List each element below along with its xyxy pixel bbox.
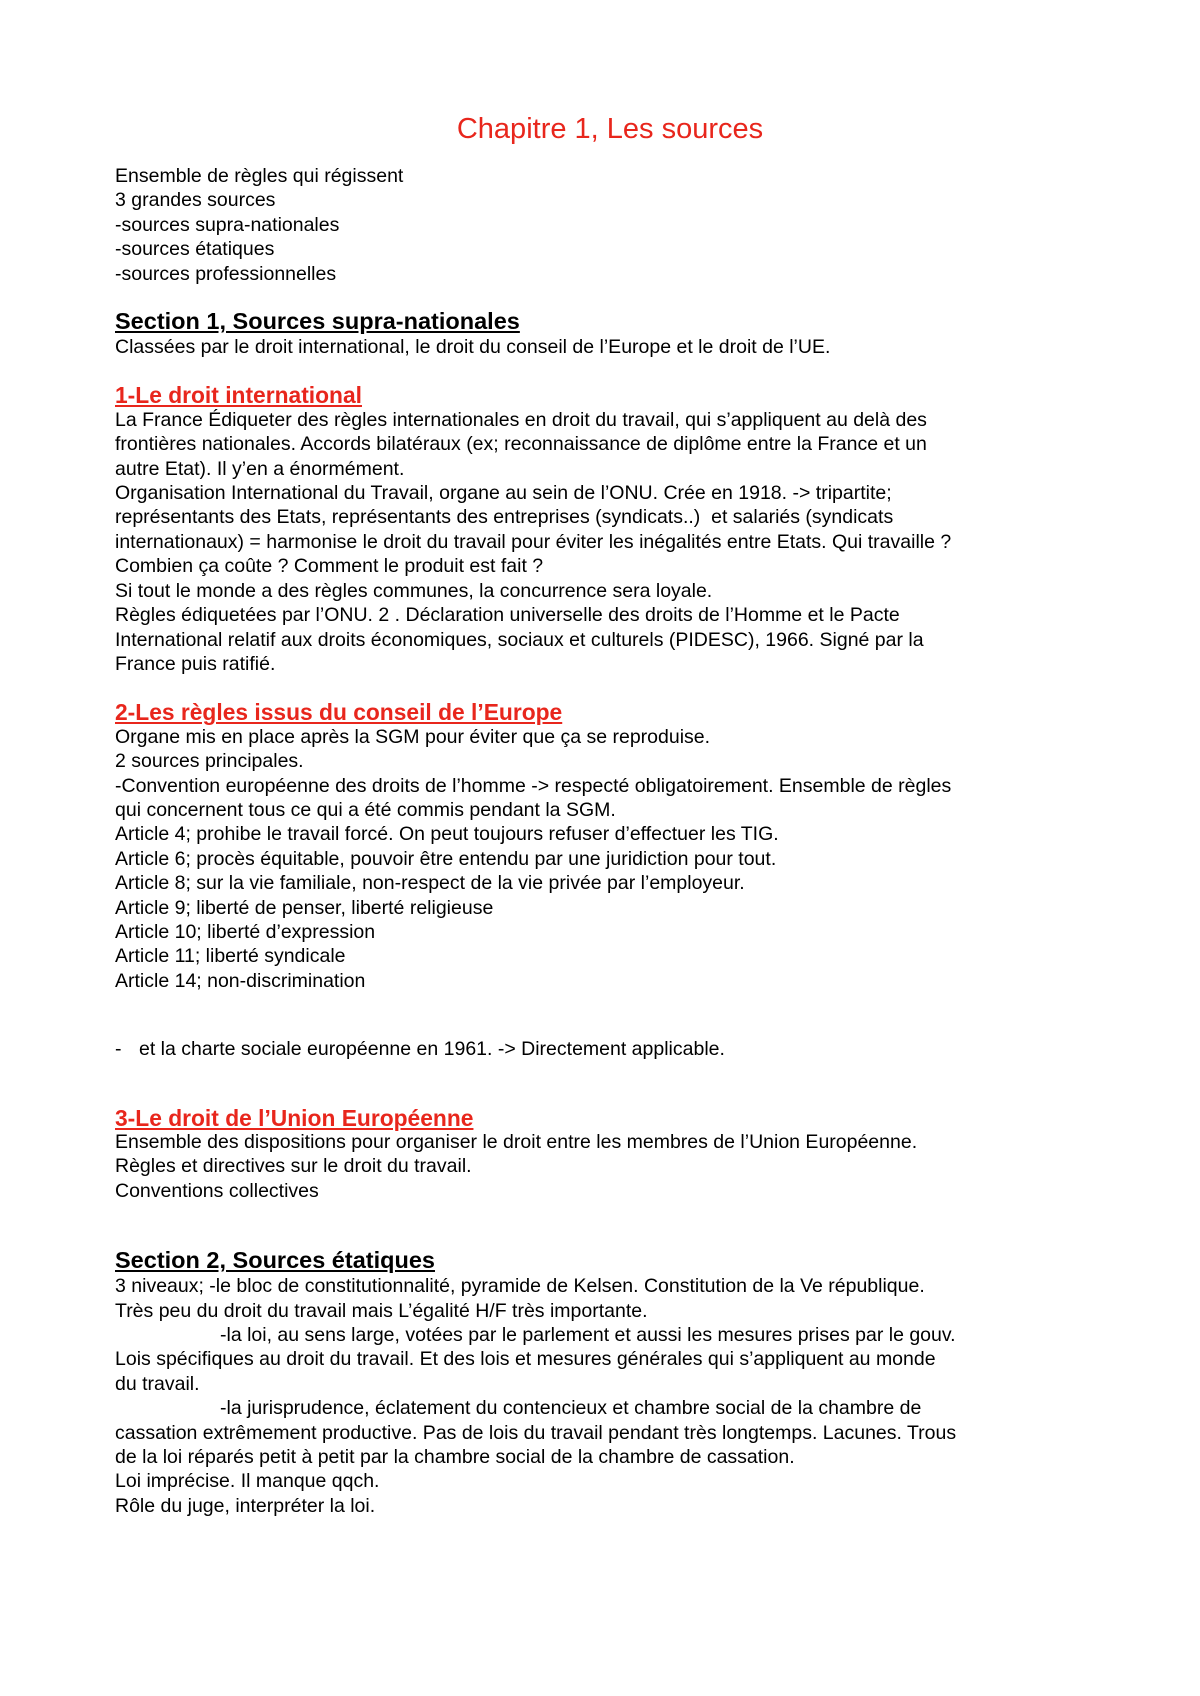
article-line: Article 6; procès équitable, pouvoir être entendu par une juridiction pour tout. — [115, 847, 777, 870]
subsection-3-heading: 3-Le droit de l’Union Européenne — [115, 1104, 474, 1131]
dash-list-item-text: et la charte sociale européenne en 1961. -> Directement applicable. — [139, 1038, 725, 1061]
subsection-2-heading: 2-Les règles issus du conseil de l’Europe — [115, 699, 563, 726]
paragraph-line: internationaux) = harmonise le droit du travail pour éviter les inégalités entre Etats. Qui travaille ? — [115, 530, 952, 553]
paragraph-line: autre Etat). Il y’en a énormément. — [115, 457, 405, 480]
section-1-intro: Classées par le droit international, le droit du conseil de l’Europe et le droit de l’UE. — [115, 336, 831, 359]
intro-block — [115, 164, 1105, 286]
indented-line: -la loi, au sens large, votées par le parlement et aussi les mesures prises par le gouv. — [220, 1324, 956, 1347]
paragraph-line: du travail. — [115, 1372, 200, 1395]
intro-line: -sources supra-nationales — [115, 213, 340, 236]
section-2-heading: Section 2, Sources étatiques — [115, 1247, 435, 1274]
intro-line: Ensemble de règles qui régissent — [115, 165, 404, 187]
article-line: Article 14; non-discrimination — [115, 969, 366, 992]
paragraph-line: Loi imprécise. Il manque qqch. — [115, 1470, 380, 1493]
paragraph-line: frontières nationales. Accords bilatéraux (ex; reconnaissance de diplôme entre la France et un — [115, 433, 927, 456]
paragraph-line: International relatif aux droits économiques, sociaux et culturels (PIDESC), 1966. Signé par la — [115, 628, 924, 651]
paragraph-line: -Convention européenne des droits de l’homme -> respecté obligatoirement. Ensemble de règles — [115, 774, 952, 797]
paragraph-line: cassation extrêmement productive. Pas de lois du travail pendant très longtemps. Lacunes. Trous — [115, 1421, 957, 1444]
section-1-heading: Section 1, Sources supra-nationales — [115, 308, 520, 335]
paragraph-line: qui concernent tous ce qui a été commis pendant la SGM. — [115, 798, 616, 821]
paragraph-line: Ensemble des dispositions pour organiser le droit entre les membres de l’Union Européenne. — [115, 1131, 918, 1153]
article-line: Article 4; prohibe le travail forcé. On peut toujours refuser d’effectuer les TIG. — [115, 823, 779, 846]
subsection-1-body — [115, 408, 1105, 676]
subsection-3-body — [115, 1130, 1105, 1203]
section-2-body — [115, 1274, 1105, 1518]
dash-list-item — [115, 1037, 1105, 1061]
paragraph-line: Combien ça coûte ? Comment le produit est fait ? — [115, 555, 544, 578]
subsection-1-heading: 1-Le droit international — [115, 382, 362, 409]
paragraph-line: Lois spécifiques au droit du travail. Et des lois et mesures générales qui s’appliquent au monde — [115, 1348, 936, 1371]
paragraph-line: France puis ratifié. — [115, 652, 276, 675]
paragraph-line: Conventions collectives — [115, 1179, 319, 1202]
paragraph-line: Organisation International du Travail, organe au sein de l’ONU. Crée en 1918. -> tripartite; — [115, 482, 892, 505]
paragraph-line: La France Édiqueter des règles internationales en droit du travail, qui s’appliquent au delà des — [115, 408, 927, 431]
paragraph-line: Règles édiquetées par l’ONU. 2 . Déclaration universelle des droits de l’Homme et le Pacte — [115, 604, 900, 627]
paragraph-line: de la loi réparés petit à petit par la chambre social de la chambre de cassation. — [115, 1446, 795, 1469]
intro-line: -sources étatiques — [115, 238, 275, 261]
document-content — [115, 112, 1105, 1518]
paragraph-line: 3 niveaux; -le bloc de constitutionnalité, pyramide de Kelsen. Constitution de la Ve république. — [115, 1275, 925, 1298]
intro-line: -sources professionnelles — [115, 262, 337, 285]
article-line: Article 10; liberté d’expression — [115, 920, 376, 943]
paragraph-line: Organe mis en place après la SGM pour éviter que ça se reproduise. — [115, 725, 711, 748]
indented-line: -la jurisprudence, éclatement du contencieux et chambre social de la chambre de — [220, 1397, 922, 1420]
dash-bullet: - — [115, 1038, 122, 1061]
article-line: Article 11; liberté syndicale — [115, 945, 346, 968]
paragraph-line: Si tout le monde a des règles communes, la concurrence sera loyale. — [115, 579, 713, 602]
subsection-2-body — [115, 725, 1105, 993]
paragraph-line: Rôle du juge, interpréter la loi. — [115, 1494, 376, 1517]
intro-line: 3 grandes sources — [115, 189, 276, 212]
page-title: Chapitre 1, Les sources — [456, 113, 764, 145]
article-line: Article 9; liberté de penser, liberté religieuse — [115, 896, 494, 919]
paragraph-line: représentants des Etats, représentants des entreprises (syndicats..) et salariés (syndicats — [115, 506, 894, 529]
paragraph-line: Très peu du droit du travail mais L’égalité H/F très importante. — [115, 1299, 648, 1322]
article-line: Article 8; sur la vie familiale, non-respect de la vie privée par l’employeur. — [115, 872, 745, 895]
paragraph-line: Règles et directives sur le droit du travail. — [115, 1155, 472, 1178]
paragraph-line: 2 sources principales. — [115, 750, 304, 773]
